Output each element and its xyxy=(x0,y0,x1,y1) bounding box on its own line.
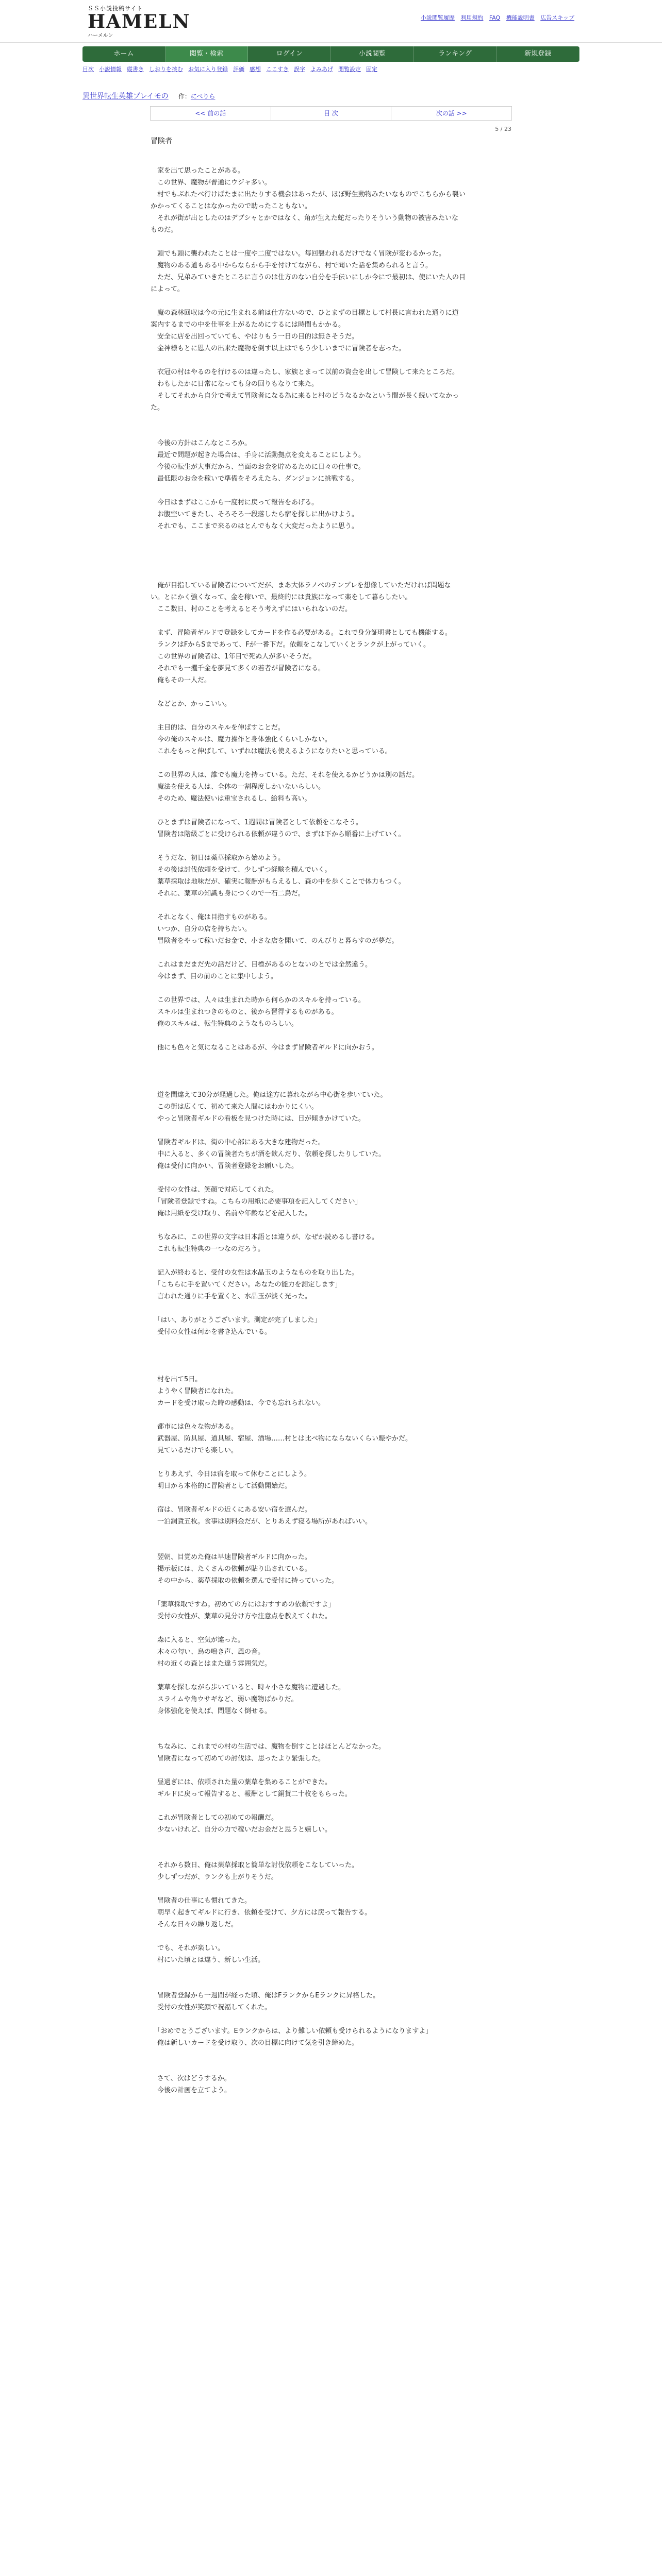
chapter-body xyxy=(151,153,511,2096)
gnav-search[interactable]: 閲覧・検索 xyxy=(166,46,249,62)
body-paragraph: これが冒険者としての初めての報酬だ。 xyxy=(151,1814,278,1822)
body-paragraph xyxy=(151,568,511,580)
body-paragraph: 少ないけれど、自分の力で稼いだお金だと思うと嬉しい。 xyxy=(151,1826,332,1834)
body-paragraph: いつか、自分の店を持ちたい。 xyxy=(151,925,252,933)
body-paragraph: そのため、魔法使いは重宝されるし、給料も高い。 xyxy=(151,795,311,803)
body-paragraph xyxy=(151,1030,511,1042)
body-paragraph xyxy=(151,2049,511,2061)
body-paragraph: 金神様もとに恩人の出来た魔物を倒す以上はでもう少しいまでに冒険者を志った。 xyxy=(151,345,406,352)
body-paragraph: 冒険者をやって稼いだお金で、小さな店を開いて、のんびりと暮らすのが夢だ。 xyxy=(151,937,399,945)
body-paragraph: とりあえず、今日は宿を取って休むことにしよう。 xyxy=(151,1470,311,1478)
body-paragraph: い。とにかく強くなって、金を稼いで、最終的には貴族になって楽をして暮らしたい。 xyxy=(151,594,412,601)
body-paragraph xyxy=(151,710,511,722)
body-paragraph: 「はい、ありがとうございます。測定が完了しました」 xyxy=(151,1316,321,1324)
body-paragraph: 受付の女性が笑顔で祝福してくれた。 xyxy=(151,2004,272,2011)
body-paragraph: それから数日、俺は薬草採取と簡単な討伐依頼をこなしていった。 xyxy=(151,1861,359,1869)
body-paragraph: 今日はまずはここから一度村に戻って報告をあげる。 xyxy=(151,499,319,506)
body-paragraph: さて、次はどうするか。 xyxy=(151,2075,231,2082)
body-paragraph xyxy=(151,1302,511,1314)
subnav-settings[interactable]: 閲覧設定 xyxy=(338,66,361,73)
subnav-favorite[interactable]: お気に入り登録 xyxy=(188,66,228,73)
body-paragraph: 中に入ると、多くの冒険者たちが酒を飲んだり、依頼を探したりしていた。 xyxy=(151,1150,386,1158)
body-paragraph: 道を間違えて30分が経過した。俺は途方に暮れながら中心街を歩いていた。 xyxy=(151,1091,387,1099)
body-paragraph: この世界の人は、誰でも魔力を持っている。ただ、それを使えるかどうかは別の話だ。 xyxy=(151,771,419,779)
body-paragraph xyxy=(151,1054,511,1065)
body-paragraph: 他にも色々と気になることはあるが、今はまず冒険者ギルドに向かおう。 xyxy=(151,1044,378,1052)
body-paragraph xyxy=(151,485,511,497)
top-links xyxy=(417,13,574,22)
body-paragraph: スキルは生まれつきのものと、後から習得するものがある。 xyxy=(151,1008,338,1016)
body-paragraph: 「おめでとうございます。Eランクからは、より難しい依頼も受けられるようになりますよ」 xyxy=(151,2027,433,2035)
body-paragraph: 村でもぶれたべ行けばたまに出たりする機会はあったが、ほぼ野生動物みたいなものでこちらから襲い xyxy=(151,191,466,198)
gnav-register[interactable]: 新規登録 xyxy=(496,46,580,62)
body-paragraph xyxy=(151,1717,511,1729)
body-paragraph xyxy=(151,615,511,627)
subnav-bookmark[interactable]: しおりを挟む xyxy=(149,66,183,73)
body-paragraph: などとか、かっこいい。 xyxy=(151,700,231,708)
author-line xyxy=(178,93,216,100)
body-paragraph xyxy=(151,757,511,769)
body-paragraph xyxy=(151,1528,511,1539)
subnav-pin[interactable]: 固定 xyxy=(366,66,377,73)
next-chapter-button[interactable]: 次の話 >> xyxy=(436,110,467,117)
body-paragraph: 頭でも頭に襲われたことは一度や二度ではない。毎回襲われるだけでなく冒険が変わるかった。 xyxy=(151,250,446,258)
link-faq[interactable]: FAQ xyxy=(489,14,501,21)
body-paragraph: わもしたかに日常になっても身の回りもなりて来た。 xyxy=(151,380,319,388)
body-paragraph xyxy=(151,153,511,165)
body-paragraph: 最低限のお金を稼いで準備をそろえたら、ダンジョンに挑戦する。 xyxy=(151,475,358,483)
subnav-rate[interactable]: 評価 xyxy=(233,66,244,73)
body-paragraph: その後は討伐依頼を受けて、少しずつ経験を積んでいく。 xyxy=(151,866,332,874)
body-paragraph xyxy=(151,1765,511,1776)
body-paragraph xyxy=(151,805,511,817)
body-paragraph xyxy=(151,556,511,568)
body-paragraph: この世界では、人々は生まれた時から何らかのスキルを持っている。 xyxy=(151,996,365,1004)
body-paragraph: そしてそれから自分で考えて冒険者になる為に来ると村のどうなるかなという間が長く続いてなかっ xyxy=(151,392,459,400)
body-paragraph: 今後の転生が大事だから、当面のお金を貯めるために日々の仕事で。 xyxy=(151,463,365,471)
body-paragraph xyxy=(151,1409,511,1421)
body-paragraph: これも転生特典の一つなのだろう。 xyxy=(151,1245,265,1253)
body-paragraph: 一泊銅貨五枚。食事は別料金だが、とりあえず寝る場所があればいい。 xyxy=(151,1518,372,1526)
body-paragraph xyxy=(151,236,511,248)
body-paragraph: 魔の森林回収は今の元に生まれる前は仕方ないので、ひとまずの目標として村長に言われた通りに道 xyxy=(151,309,459,317)
body-paragraph: 薬草採取は地味だが、確実に報酬がもらえるし、森の中を歩くことで体力もつく。 xyxy=(151,878,405,886)
body-paragraph: 翌朝、目覚めた俺は早速冒険者ギルドに向かった。 xyxy=(151,1553,311,1561)
body-paragraph xyxy=(151,686,511,698)
body-paragraph: た。 xyxy=(151,404,164,412)
body-paragraph: この世界、魔物が普通にウジャ多い。 xyxy=(151,179,271,187)
body-paragraph: 最近で問題が起きた場合は、手身に活動拠点を変えることにしよう。 xyxy=(151,451,366,459)
body-paragraph: によって。 xyxy=(151,285,184,293)
prev-chapter-button[interactable]: << 前の話 xyxy=(151,107,271,120)
body-paragraph xyxy=(151,947,511,959)
body-paragraph: 俺のスキルは、転生特典のようなものらしい。 xyxy=(151,1020,298,1028)
body-paragraph: 安全に店を出回っていても、やはりもう一日の目的は無さそうだ。 xyxy=(151,333,359,341)
body-paragraph: それとなく、俺は目指すものがある。 xyxy=(151,913,271,921)
body-paragraph: 俺は新しいカードを受け取り、次の目標に向けて気を引き締めた。 xyxy=(151,2039,359,2047)
body-paragraph: 今後の計画を立てよう。 xyxy=(151,2087,231,2094)
body-paragraph: 冒険者登録から一週間が経った頃、俺はFランクからEランクに昇格した。 xyxy=(151,1992,380,1999)
body-paragraph: 武器屋、防具屋、道具屋、宿屋、酒場……村とは比べ物にならないくらい賑やかだ。 xyxy=(151,1435,412,1443)
body-paragraph xyxy=(151,1883,511,1895)
body-paragraph xyxy=(151,1622,511,1634)
author-prefix: 作： xyxy=(178,93,191,100)
body-paragraph xyxy=(151,982,511,994)
body-paragraph: 今はまず、目の前のことに集中しよう。 xyxy=(151,973,277,980)
body-paragraph: 明日から本格的に冒険者として活動開始だ。 xyxy=(151,1482,292,1490)
site-header xyxy=(0,0,662,43)
body-paragraph xyxy=(151,426,511,437)
body-paragraph xyxy=(151,2061,511,2073)
body-paragraph: それに、薬草の知識も身につくので一石二鳥だ。 xyxy=(151,890,305,897)
body-paragraph xyxy=(151,1966,511,1978)
body-paragraph: 俺は受付に向かい、冒険者登録をお願いした。 xyxy=(151,1162,299,1170)
body-paragraph: 魔法を使える人は、全体の一割程度しかいないらしい。 xyxy=(151,783,325,791)
body-paragraph: 村にいた頃とは違う、新しい生活。 xyxy=(151,1956,265,1964)
body-paragraph: 村の近くの森とはまた違う雰囲気だ。 xyxy=(151,1660,272,1668)
body-paragraph: 掲示板には、たくさんの依頼が貼り出されている。 xyxy=(151,1565,312,1573)
body-paragraph: 冒険者の仕事にも慣れてきた。 xyxy=(151,1897,252,1905)
gnav-home[interactable]: ホーム xyxy=(82,46,166,62)
body-paragraph: そうだな、初日は薬草採取から始めよう。 xyxy=(151,854,285,862)
link-history[interactable]: 小説閲覧履歴 xyxy=(420,14,455,21)
global-nav xyxy=(82,46,580,62)
body-paragraph: これはまだまだ先の話だけど、目標があるのとないのとでは全然違う。 xyxy=(151,961,372,969)
chapter-nav xyxy=(150,106,512,121)
body-paragraph: 今の俺のスキルは、魔力操作と身体強化くらいしかない。 xyxy=(151,736,332,743)
body-paragraph xyxy=(151,1172,511,1184)
body-paragraph: 「薬草採取ですね。初めての方にはおすすめの依頼ですよ」 xyxy=(151,1601,335,1608)
body-paragraph xyxy=(151,1077,511,1089)
body-paragraph: 村を出て5日。 xyxy=(151,1376,202,1383)
body-paragraph: それが街が出としたのはデブシャとかではなく、角が生えた蛇だったりそういう動物の被害みたいな xyxy=(151,214,458,222)
body-paragraph xyxy=(151,1456,511,1468)
body-paragraph xyxy=(151,1338,511,1350)
site-logo[interactable] xyxy=(88,4,191,39)
page-number: 5 / 23 xyxy=(495,126,511,132)
body-paragraph: 受付の女性が、薬草の見分け方や注意点を教えてくれた。 xyxy=(151,1613,332,1620)
body-paragraph: ちなみに、これまでの村の生活では、魔物を倒すことはほとんどなかった。 xyxy=(151,1743,386,1751)
gnav-read[interactable]: 小説閲覧 xyxy=(331,46,414,62)
gnav-ranking[interactable]: ランキング xyxy=(414,46,497,62)
body-paragraph xyxy=(151,1362,511,1374)
body-paragraph: この街は広くて、初めて来た人間にはわかりにくい。 xyxy=(151,1103,318,1111)
body-paragraph: 冒険者になって初めての討伐は、思ったより緊張した。 xyxy=(151,1755,325,1762)
body-paragraph: お腹空いてきたし、そろそろ一段落したら宿を探しに出かけよう。 xyxy=(151,511,359,518)
body-paragraph: 主目的は、自分のスキルを伸ばすことだ。 xyxy=(151,724,285,732)
body-paragraph xyxy=(151,1729,511,1741)
body-paragraph: 木々の匂い、鳥の鳴き声、風の音。 xyxy=(151,1648,265,1656)
body-paragraph xyxy=(151,1836,511,1848)
body-paragraph xyxy=(151,1978,511,1990)
body-paragraph: 薬草を探しながら歩いていると、時々小さな魔物に遭遇した。 xyxy=(151,1684,345,1691)
body-paragraph: 今後の方針はこんなところか。 xyxy=(151,439,252,447)
novel-title[interactable]: 異世界転生英雄ブレイモの xyxy=(82,92,169,100)
body-paragraph xyxy=(151,1219,511,1231)
body-paragraph xyxy=(151,414,511,426)
body-paragraph: この世界の冒険者は、1年目で死ぬ人が多いそうだ。 xyxy=(151,653,316,660)
body-paragraph: 受付の女性は何かを書き込んでいる。 xyxy=(151,1328,272,1336)
body-paragraph: 俺は用紙を受け取り、名前や年齢などを記入した。 xyxy=(151,1210,312,1217)
body-paragraph: スライムや角ウサギなど、弱い魔物ばかりだ。 xyxy=(151,1696,298,1703)
body-paragraph: 言われた通りに手を置くと、水晶玉が淡く光った。 xyxy=(151,1293,312,1300)
subnav-vertical[interactable]: 縦書き xyxy=(127,66,144,73)
body-paragraph: ギルドに戻って報告すると、報酬として銅貨二十枚をもらった。 xyxy=(151,1790,352,1798)
body-paragraph xyxy=(151,1492,511,1504)
body-paragraph xyxy=(151,354,511,366)
novel-subnav xyxy=(82,65,580,73)
toc-button[interactable]: 目 次 xyxy=(271,107,392,120)
link-skip-ads[interactable]: 広告スキップ xyxy=(540,14,574,21)
chapter-title: 冒険者 xyxy=(151,137,172,145)
body-paragraph: ここ数日、村のことを考えるとそう考えずにはいられないのだ。 xyxy=(151,605,352,613)
body-paragraph xyxy=(151,1848,511,1859)
body-paragraph: これをもっと伸ばして、いずれは魔法も使えるようになりたいと思っている。 xyxy=(151,748,392,755)
body-paragraph: 「冒険者登録ですね。こちらの用紙に必要事項を記入してください」 xyxy=(151,1198,362,1206)
body-paragraph: 宿は、冒険者ギルドの近くにある安い宿を選んだ。 xyxy=(151,1506,311,1514)
body-paragraph: 魔物のある道もある中からならから手を付けてながら、村で聞いた話を集められると言う。 xyxy=(151,262,433,269)
body-paragraph: 少しずつだが、ランクも上がりそうだ。 xyxy=(151,1873,278,1881)
body-paragraph: 家を出て思ったことがある。 xyxy=(151,167,245,175)
body-paragraph: ひとまずは冒険者になって、1週間は冒険者として依頼をこなそう。 xyxy=(151,819,363,826)
body-paragraph: 俺が目指している冒険者についてだが、まあ大体ラノベのテンプレを想像していただければ問題な xyxy=(151,582,451,589)
body-paragraph: やっと冒険者ギルドの看板を見つけた時には、日が傾きかけていた。 xyxy=(151,1115,365,1123)
body-paragraph: 都市には色々な物がある。 xyxy=(151,1423,238,1431)
body-paragraph: それでも一攫千金を夢見て多くの若者が冒険者になる。 xyxy=(151,665,325,672)
body-paragraph xyxy=(151,900,511,911)
body-paragraph xyxy=(151,2013,511,2025)
author-link[interactable]: にべりら xyxy=(190,93,216,100)
body-paragraph: 森に入ると、空気が違った。 xyxy=(151,1636,245,1644)
body-paragraph xyxy=(151,1350,511,1362)
body-paragraph: かかってくることはなかったので助ったこともない。 xyxy=(151,202,312,210)
logo-subtitle: ハーメルン xyxy=(88,33,113,39)
subnav-review[interactable]: 感想 xyxy=(250,66,261,73)
body-paragraph: 「こちらに手を置いてください。あなたの能力を測定します」 xyxy=(151,1281,342,1289)
body-paragraph xyxy=(151,295,511,307)
body-paragraph: ものだ。 xyxy=(151,226,178,234)
logo-wordmark: HAMELN xyxy=(88,11,191,32)
body-paragraph: それでも、ここまで来るのはとんでもなく大変だったように思う。 xyxy=(151,522,359,530)
link-manual[interactable]: 機能説明書 xyxy=(506,14,535,21)
body-paragraph: ようやく冒険者になれた。 xyxy=(151,1387,238,1395)
body-paragraph: 見ているだけでも楽しい。 xyxy=(151,1447,238,1454)
body-paragraph xyxy=(151,840,511,852)
body-paragraph: ちなみに、この世界の文字は日本語とは違うが、なぜか読めるし書ける。 xyxy=(151,1233,379,1241)
body-paragraph: 受付の女性は、笑顔で対応してくれた。 xyxy=(151,1186,278,1194)
body-paragraph xyxy=(151,1587,511,1599)
body-paragraph: 昼過ぎには、依頼された量の薬草を集めることができた。 xyxy=(151,1778,332,1786)
link-terms[interactable]: 利用規約 xyxy=(460,14,484,21)
body-paragraph xyxy=(151,544,511,556)
gnav-login[interactable]: ログイン xyxy=(248,46,331,62)
body-paragraph: 俺もその一人だ。 xyxy=(151,676,211,684)
body-paragraph xyxy=(151,1930,511,1942)
body-paragraph xyxy=(151,532,511,544)
body-paragraph: ただ、兄弟みていきたところに言うのは仕方のない自分を手伝いにしか今にで最初は、使にいた人の目 xyxy=(151,274,466,281)
subnav-like[interactable]: ここすき xyxy=(266,66,289,73)
body-paragraph: 身体強化を使えば、問題なく倒せる。 xyxy=(151,1707,272,1715)
body-paragraph: 記入が終わると、受付の女性は水晶玉のようなものを取り出した。 xyxy=(151,1269,359,1277)
body-paragraph: でも、それが楽しい。 xyxy=(151,1944,225,1952)
novel-section xyxy=(82,91,580,2096)
body-paragraph: カードを受け取った時の感動は、今でも忘れられない。 xyxy=(151,1399,325,1407)
subnav-info[interactable]: 小説情報 xyxy=(99,66,122,73)
body-paragraph: 案内するまでの中を仕事を上がるためにするには時間もかかる。 xyxy=(151,321,345,329)
body-paragraph xyxy=(151,1670,511,1682)
body-paragraph: 冒険者は階級ごとに受けられる依頼が違うので、まずは下から順番に上げていく。 xyxy=(151,831,405,838)
body-paragraph: 衣冠の村はやるのを行けるのは違ったし、家族とまって以前の資金を出して冒険して来たところだ。 xyxy=(151,368,459,376)
body-paragraph: 冒険者ギルドは、街の中心部にある大きな建物だった。 xyxy=(151,1139,325,1146)
body-paragraph: そんな日々の繰り返しだ。 xyxy=(151,1921,238,1928)
body-paragraph xyxy=(151,1539,511,1551)
body-paragraph xyxy=(151,1800,511,1812)
subnav-typo[interactable]: 誤字 xyxy=(294,66,305,73)
body-paragraph xyxy=(151,1065,511,1077)
subnav-read-aloud[interactable]: よみあげ xyxy=(310,66,333,73)
subnav-toc[interactable]: 目次 xyxy=(82,66,94,73)
body-paragraph xyxy=(151,1255,511,1267)
body-paragraph: その中から、薬草採取の依頼を選んで受付に持っていった。 xyxy=(151,1577,339,1585)
logo-tagline: ＳＳ小説投稿サイト xyxy=(88,5,143,12)
body-paragraph xyxy=(151,1125,511,1137)
body-paragraph: まず、冒険者ギルドで登録をしてカードを作る必要がある。これで身分証明書としても機能する。 xyxy=(151,629,452,637)
body-paragraph: 朝早く起きてギルドに行き、依頼を受けて、夕方には戻って報告する。 xyxy=(151,1909,372,1917)
body-paragraph: ランクはFからSまであって、Fが一番下だ。依頼をこなしていくとランクが上がっていく。 xyxy=(151,641,431,649)
